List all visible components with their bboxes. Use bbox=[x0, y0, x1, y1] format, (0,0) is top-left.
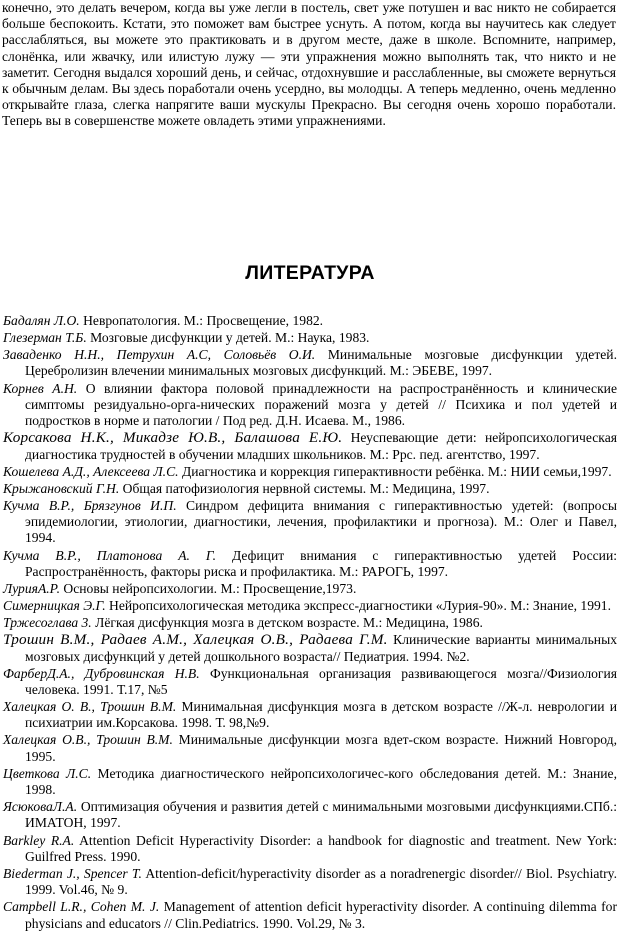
reference-entry bbox=[3, 347, 617, 380]
reference-authors: Симерницкая Э.Г. bbox=[3, 598, 106, 614]
reference-text: Неуспевающие дети: нейропсихологическая диагностика трудностей в обучении младших школьников. М.: Ррс. пед. агентство, 1997. bbox=[25, 430, 617, 462]
reference-text: Функциональная организация развивающегося мозга//Физиология человека. 1991. Т.17, №5 bbox=[25, 665, 617, 697]
reference-text: Лёгкая дисфункция мозга в детском возрасте. М.: Медицина, 1986. bbox=[91, 615, 483, 631]
reference-entry bbox=[3, 833, 617, 866]
reference-text: Оптимизация обучения и развития детей с минимальными мозговыми дисфункциями.СПб.: ИМАТОН, 1997. bbox=[25, 799, 617, 831]
reference-text: Методика диагностического нейропсихологичес-кого обследования детей. М.: Знание, 1998. bbox=[25, 765, 617, 798]
section-heading: ЛИТЕРАТУРА bbox=[245, 262, 375, 284]
reference-authors: ФарберД.А., Дубровинская Н.В. bbox=[3, 665, 200, 681]
reference-authors: ЯсюковаЛ.А. bbox=[3, 799, 78, 815]
reference-authors: Халецкая О.В., Трошин В.М. bbox=[3, 732, 173, 748]
reference-entry bbox=[3, 899, 617, 932]
reference-text: Минимальные дисфункции мозга вдет-ском возрасте. Нижний Новгород, 1995. bbox=[25, 732, 617, 764]
reference-text: Общая патофизиология нервной системы. М.: Медицина, 1997. bbox=[119, 480, 490, 496]
reference-text: Attention-deficit/hyperactivity disorder as a noradrenergic disorder// Biol. Psychiatry. 1999. Vol.46, № 9. bbox=[25, 865, 617, 898]
reference-entry bbox=[3, 330, 617, 346]
reference-authors: Корсакова Н.К., Микадзе Ю.В., Балашова Е.Ю. bbox=[3, 429, 343, 447]
reference-text: Синдром дефицита внимания с гиперактивностью удетей: (вопросы эпидемиологии, этиологии, диагностики, лечения, профилактики и прогноза). М.: Олег и Павел, 1994. bbox=[25, 497, 617, 546]
reference-entry bbox=[3, 464, 617, 480]
reference-authors: Цветкова Л.С. bbox=[3, 765, 92, 781]
reference-list bbox=[3, 313, 617, 933]
reference-text: Диагностика и коррекция гиперактивности ребёнка. М.: НИИ семьи,1997. bbox=[178, 463, 612, 479]
reference-text: Клинические варианты минимальных мозговых дисфункций у детей дошкольного возраста// Педиатрия. 1994. №2. bbox=[25, 632, 617, 664]
reference-authors: Biederman J., Spencer T. bbox=[3, 865, 142, 881]
reference-entry bbox=[3, 381, 617, 430]
reference-authors: Кучма В.Р., Платонова А. Г. bbox=[3, 547, 216, 563]
reference-authors: Кучма В.Р., Брязгунов И.П. bbox=[3, 497, 177, 513]
reference-entry bbox=[3, 598, 617, 614]
reference-entry bbox=[3, 732, 617, 765]
reference-authors: Глезерман Т.Б. bbox=[3, 330, 87, 346]
reference-entry bbox=[3, 699, 617, 732]
reference-text: Management of attention deficit hyperactivity disorder. A continuing dilemma for physicians and educators // Clin.Pediatrics. 1990. Vol.29, № 3. bbox=[25, 899, 617, 931]
reference-authors: Трошин В.М., Радаев А.М., Халецкая О.В., Радаева Г.М. bbox=[3, 631, 388, 649]
reference-text: О влиянии фактора половой принадлежности на распространённость и клинические симптомы резидуально-орга-нических поражений мозга у детей // Психика и пол удетей и подростков в норме и патологии / Под ред. Д.Н. Исаева. М., 1986. bbox=[25, 380, 617, 429]
reference-text: Невропатология. М.: Просвещение, 1982. bbox=[79, 313, 324, 328]
reference-entry bbox=[3, 430, 617, 463]
intro-paragraph bbox=[2, 0, 616, 130]
reference-text: Мозговые дисфункции у детей. М.: Наука, 1983. bbox=[86, 330, 370, 346]
reference-authors: Халецкая О. В., Трошин В.М. bbox=[3, 698, 177, 714]
reference-text: Минимальная дисфункция мозга в детском возрасте //Ж-л. неврологии и психиатрии им.Корсакова. 1998. Т. 98,№9. bbox=[25, 698, 617, 731]
reference-entry bbox=[3, 481, 617, 497]
reference-authors: Крыжановский Г.Н. bbox=[3, 480, 120, 496]
reference-entry bbox=[3, 666, 617, 699]
reference-text: Attention Deficit Hyperactivity Disorder: a handbook for diagnostic and treatment. New York: Guilfred Press. 1990. bbox=[25, 832, 617, 864]
reference-entry bbox=[3, 581, 617, 597]
reference-authors: Campbell L.R., Cohen M. J. bbox=[3, 899, 160, 915]
reference-authors: ЛурияА.Р. bbox=[3, 580, 61, 596]
reference-authors: Бадалян Л.О. bbox=[3, 313, 80, 328]
reference-entry bbox=[3, 548, 617, 581]
reference-authors: Корнев А.Н. bbox=[3, 380, 78, 396]
reference-entry bbox=[3, 615, 617, 631]
reference-authors: Заваденко Н.Н., Петрухин А.С, Соловьёв О.И. bbox=[3, 347, 316, 363]
reference-text: Основы нейропсихологии. М.: Просвещение,1973. bbox=[60, 580, 357, 596]
reference-entry bbox=[3, 866, 617, 899]
reference-authors: Кошелева А.Д., Алексеева Л.С. bbox=[3, 463, 179, 479]
reference-text: Дефицит внимания с гиперактивностью удетей России: Распространённость, факторы риска и профилактика. М.: РАРОГЬ, 1997. bbox=[25, 547, 617, 579]
reference-text: Нейропсихологическая методика экспресс-диагностики «Лурия-90». М.: Знание, 1991. bbox=[105, 598, 612, 614]
intro-text: конечно, это делать вечером, когда вы уже легли в постель, свет уже потушен и вас никто не собирается больше беспокоить. Кстати, это поможет вам быстрее уснуть. А потом, когда вы научитесь как следует расслабляться, вы можете это практиковать и в другом месте, даже в школе. Вспомните, например, слонёнка, или жвачку, или илистую лужу — эти упражнения можно выполнять так, что никто и не заметит. Сегодня выдался хороший день, и сейчас, отдохнувшие и расслабленные, вы сможете вернуться к обычным делам. Вы здесь поработали очень усердно, вы молодцы. А теперь медленно, очень медленно открывайте глаза, слегка напрягите ваши мускулы Прекрасно. Вы сегодня очень хорошо поработали. Теперь вы в совершенстве можете овладеть этими упражнениями. bbox=[2, 0, 616, 129]
reference-entry bbox=[3, 799, 617, 832]
reference-authors: Barkley R.A. bbox=[3, 832, 75, 848]
reference-entry bbox=[3, 766, 617, 799]
reference-authors: Тржесоглава 3. bbox=[3, 615, 92, 631]
reference-entry bbox=[3, 313, 617, 329]
reference-text: Минимальные мозговые дисфункции удетей. Церебролизин влечении минимальных мозговых дисфункций. М.: ЭБЕВЕ, 1997. bbox=[25, 347, 617, 379]
reference-entry bbox=[3, 498, 617, 547]
reference-entry bbox=[3, 632, 617, 665]
